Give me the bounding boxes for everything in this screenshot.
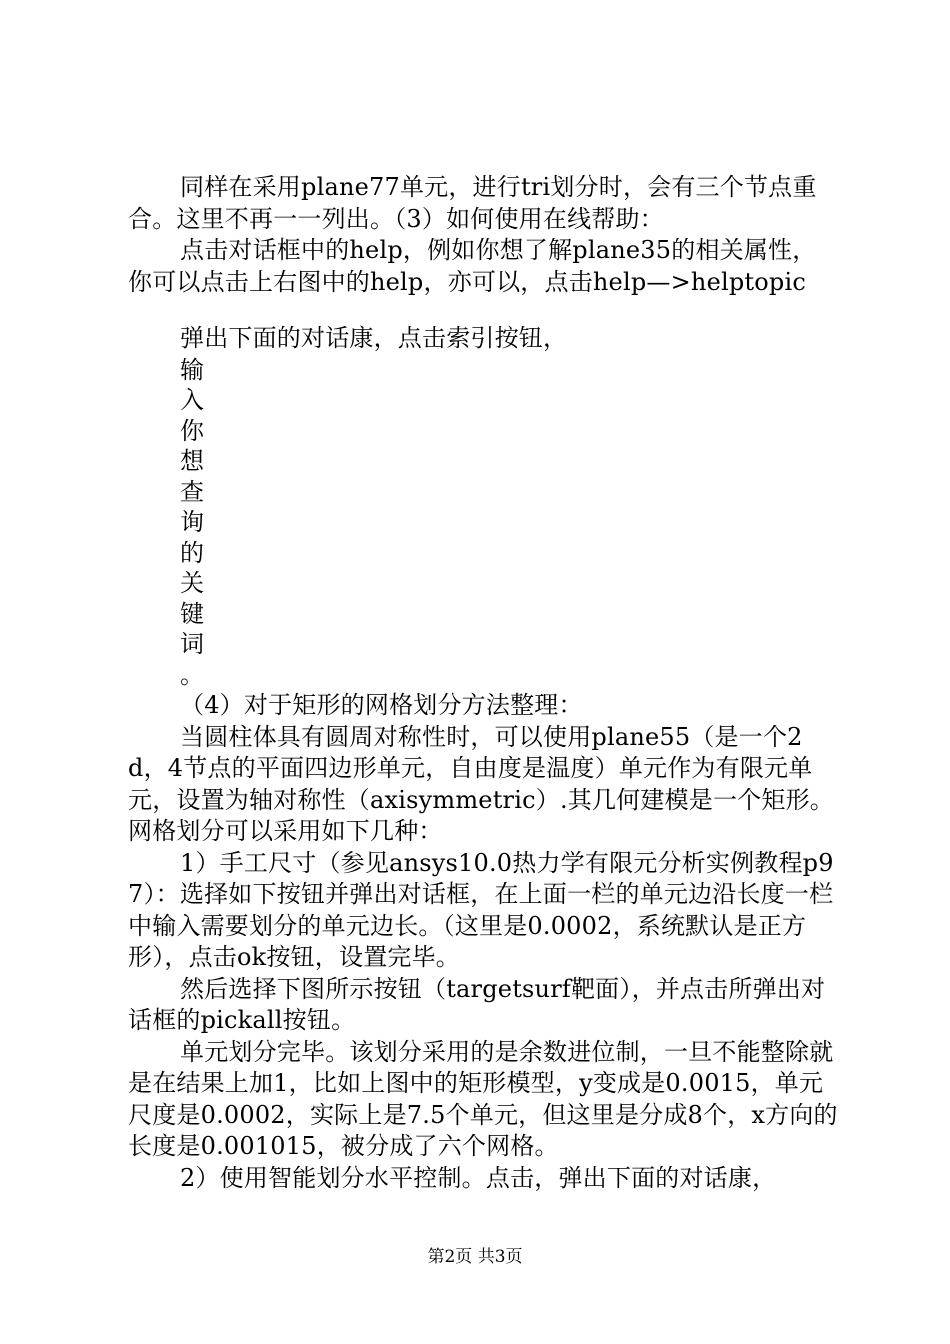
paragraph: 2）使用智能划分水平控制。点击，弹出下面的对话康， — [180, 1163, 777, 1192]
vertical-char: 询 — [180, 508, 205, 536]
vertical-char: 。 — [180, 660, 205, 689]
paragraph: 然后选择下图所示按钮（targetsurf靶面），并点击所弹出对话框的pickall按钮。 — [128, 974, 826, 1034]
vertical-char: 键 — [180, 599, 205, 628]
paragraph: 点击对话框中的help，例如你想了解plane35的相关属性，你可以点击上右图中的help，亦可以，点击help—>helptopic — [128, 236, 817, 296]
paragraph: 1）手工尺寸（参见ansys10.0热力学有限元分析实例教程p97）：选择如下按钮并弹出对话框，在上面一栏的单元边沿长度一栏中输入需要划分的单元边长。（这里是0.0002，系统默认是正方形），点击ok按钮，设置完毕。 — [128, 848, 834, 971]
vertical-char: 词 — [180, 630, 205, 658]
vertical-char: 入 — [180, 386, 205, 414]
document-body — [128, 172, 838, 1194]
dialog-instruction: 弹出下面的对话康，点击索引按钮， — [180, 324, 568, 352]
vertical-char: 你 — [180, 416, 205, 445]
vertical-text — [180, 355, 210, 691]
vertical-char: 想 — [180, 447, 205, 475]
vertical-char: 关 — [180, 569, 205, 597]
vertical-char: 查 — [180, 477, 205, 506]
vertical-char: 的 — [180, 538, 205, 567]
paragraph: 单元划分完毕。该划分采用的是余数进位制，一旦不能整除就是在结果上加1，比如上图中的矩形模型，y变成是0.0015，单元尺度是0.0002，实际上是7.5个单元，但这里是分成8个，x方向的长度是0.001015，被分成了六个网格。 — [128, 1037, 838, 1160]
page-footer: 第2页 共3页 — [427, 1247, 523, 1267]
vertical-char: 输 — [180, 355, 205, 384]
section-heading: （4）对于矩形的网格划分方法整理： — [180, 691, 583, 719]
paragraph: 当圆柱体具有圆周对称性时，可以使用plane55（是一个2d，4节点的平面四边形单元，自由度是温度）单元作为有限元单元，设置为轴对称性（axisymmetric）.其几何建模是一个矩形。网格划分可以采用如下几种： — [128, 722, 834, 845]
paragraph: 同样在采用plane77单元，进行tri划分时，会有三个节点重合。这里不再一一列出。（3）如何使用在线帮助： — [128, 173, 817, 233]
